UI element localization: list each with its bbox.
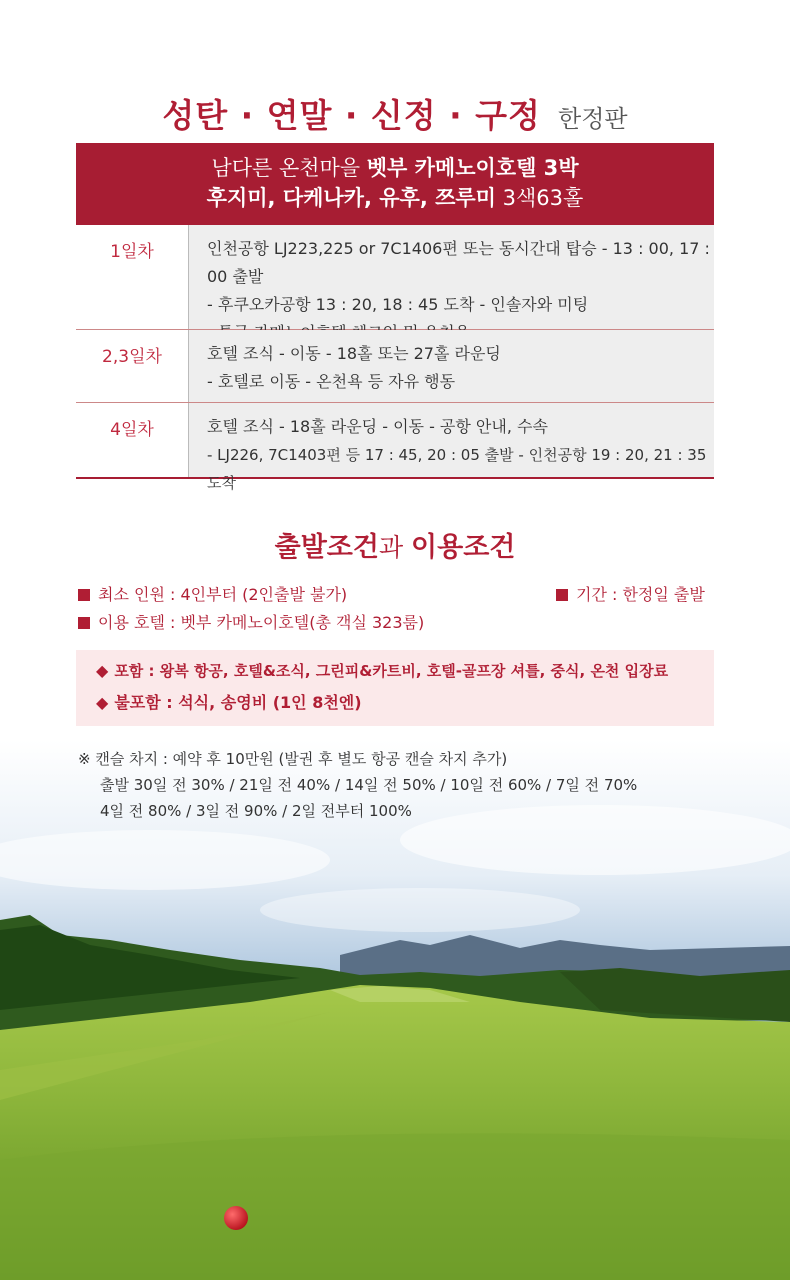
banner-line-1: [76, 153, 714, 183]
schedule-line: - 호텔로 이동 - 온천욕 등 자유 행동: [207, 372, 456, 391]
excluded-line: [96, 690, 362, 713]
cancellation-line-3: 4일 전 80% / 3일 전 90% / 2일 전부터 100%: [100, 802, 412, 820]
condition-period: [556, 582, 705, 605]
included-line: [96, 660, 668, 681]
title-edition: 한정판: [558, 105, 628, 133]
condition-hotel-text: 이용 호텔 : 벳부 카메노이호텔(총 객실 323룸): [98, 613, 425, 632]
cancellation-line-2: 출발 30일 전 30% / 21일 전 40% / 14일 전 50% / 10일 전 60% / 7일 전 70%: [100, 776, 638, 794]
schedule-row: [76, 402, 714, 492]
package-banner: [76, 143, 714, 225]
schedule-detail: [189, 225, 714, 329]
condition-min-people: [78, 582, 347, 605]
schedule-detail: [189, 330, 714, 402]
page-title: [0, 90, 790, 137]
schedule-line: 호텔 조식 - 이동 - 18홀 또는 27홀 라운딩: [207, 344, 501, 363]
included-text: 포함 : 왕복 항공, 호텔&조식, 그린피&카트비, 호텔-골프장 셔틀, 중식, 온천 입장료: [114, 662, 669, 680]
excluded-text: 불포함 : 석식, 송영비 (1인 8천엔): [114, 693, 362, 712]
square-bullet-icon: [556, 589, 568, 601]
diamond-bullet-icon: ◆: [96, 661, 109, 680]
conditions-title: [0, 525, 790, 564]
condition-hotel: [78, 610, 424, 633]
schedule-row: [76, 329, 714, 402]
conditions-title-mid: 과: [378, 533, 412, 562]
square-bullet-icon: [78, 617, 90, 629]
conditions-title-b: 이용조건: [411, 532, 516, 563]
schedule-line: 인천공항 LJ223,225 or 7C1406편 또는 동시간대 탑승 - 13 : 00, 17 : 00 출발: [207, 239, 710, 286]
condition-period-text: 기간 : 한정일 출발: [576, 585, 705, 604]
schedule-day: 4일차: [76, 403, 189, 477]
square-bullet-icon: [78, 589, 90, 601]
cancellation-line-1: ※ 캔슬 차지 : 예약 후 10만원 (발권 후 별도 항공 캔슬 차지 추가): [78, 750, 508, 768]
condition-min-people-text: 최소 인원 : 4인부터 (2인출발 불가): [98, 585, 348, 604]
banner-line2-suffix: 3색63홀: [495, 186, 584, 210]
schedule-table: [76, 225, 714, 492]
banner-line-2: [76, 183, 714, 213]
schedule-day: 1일차: [76, 225, 189, 329]
title-main: 성탄 · 연말 · 신정 · 구정: [162, 96, 541, 135]
schedule-line: 호텔 조식 - 18홀 라운딩 - 이동 - 공항 안내, 수속: [207, 417, 548, 436]
schedule-day: 2,3일차: [76, 330, 189, 402]
conditions-title-a: 출발조건: [274, 532, 379, 563]
diamond-bullet-icon: ◆: [96, 693, 109, 712]
cancellation-info: [78, 746, 637, 824]
inclusion-box: [76, 650, 714, 726]
schedule-line: - LJ226, 7C1403편 등 17 : 45, 20 : 05 출발 - 인천공항 19 : 20, 21 : 35 도착: [207, 446, 707, 492]
schedule-line: - 후쿠오카공항 13 : 20, 18 : 45 도착 - 인솔자와 미팅: [207, 295, 589, 314]
schedule-detail: [189, 403, 714, 492]
schedule-row: [76, 225, 714, 329]
banner-line1-prefix: 남다른 온천마을: [211, 156, 367, 180]
banner-line1-bold: 벳부 카메노이호텔 3박: [366, 156, 579, 180]
banner-line2-bold: 후지미, 다케나카, 유후, 쯔루미: [206, 186, 496, 210]
golf-ball: [224, 1206, 248, 1230]
